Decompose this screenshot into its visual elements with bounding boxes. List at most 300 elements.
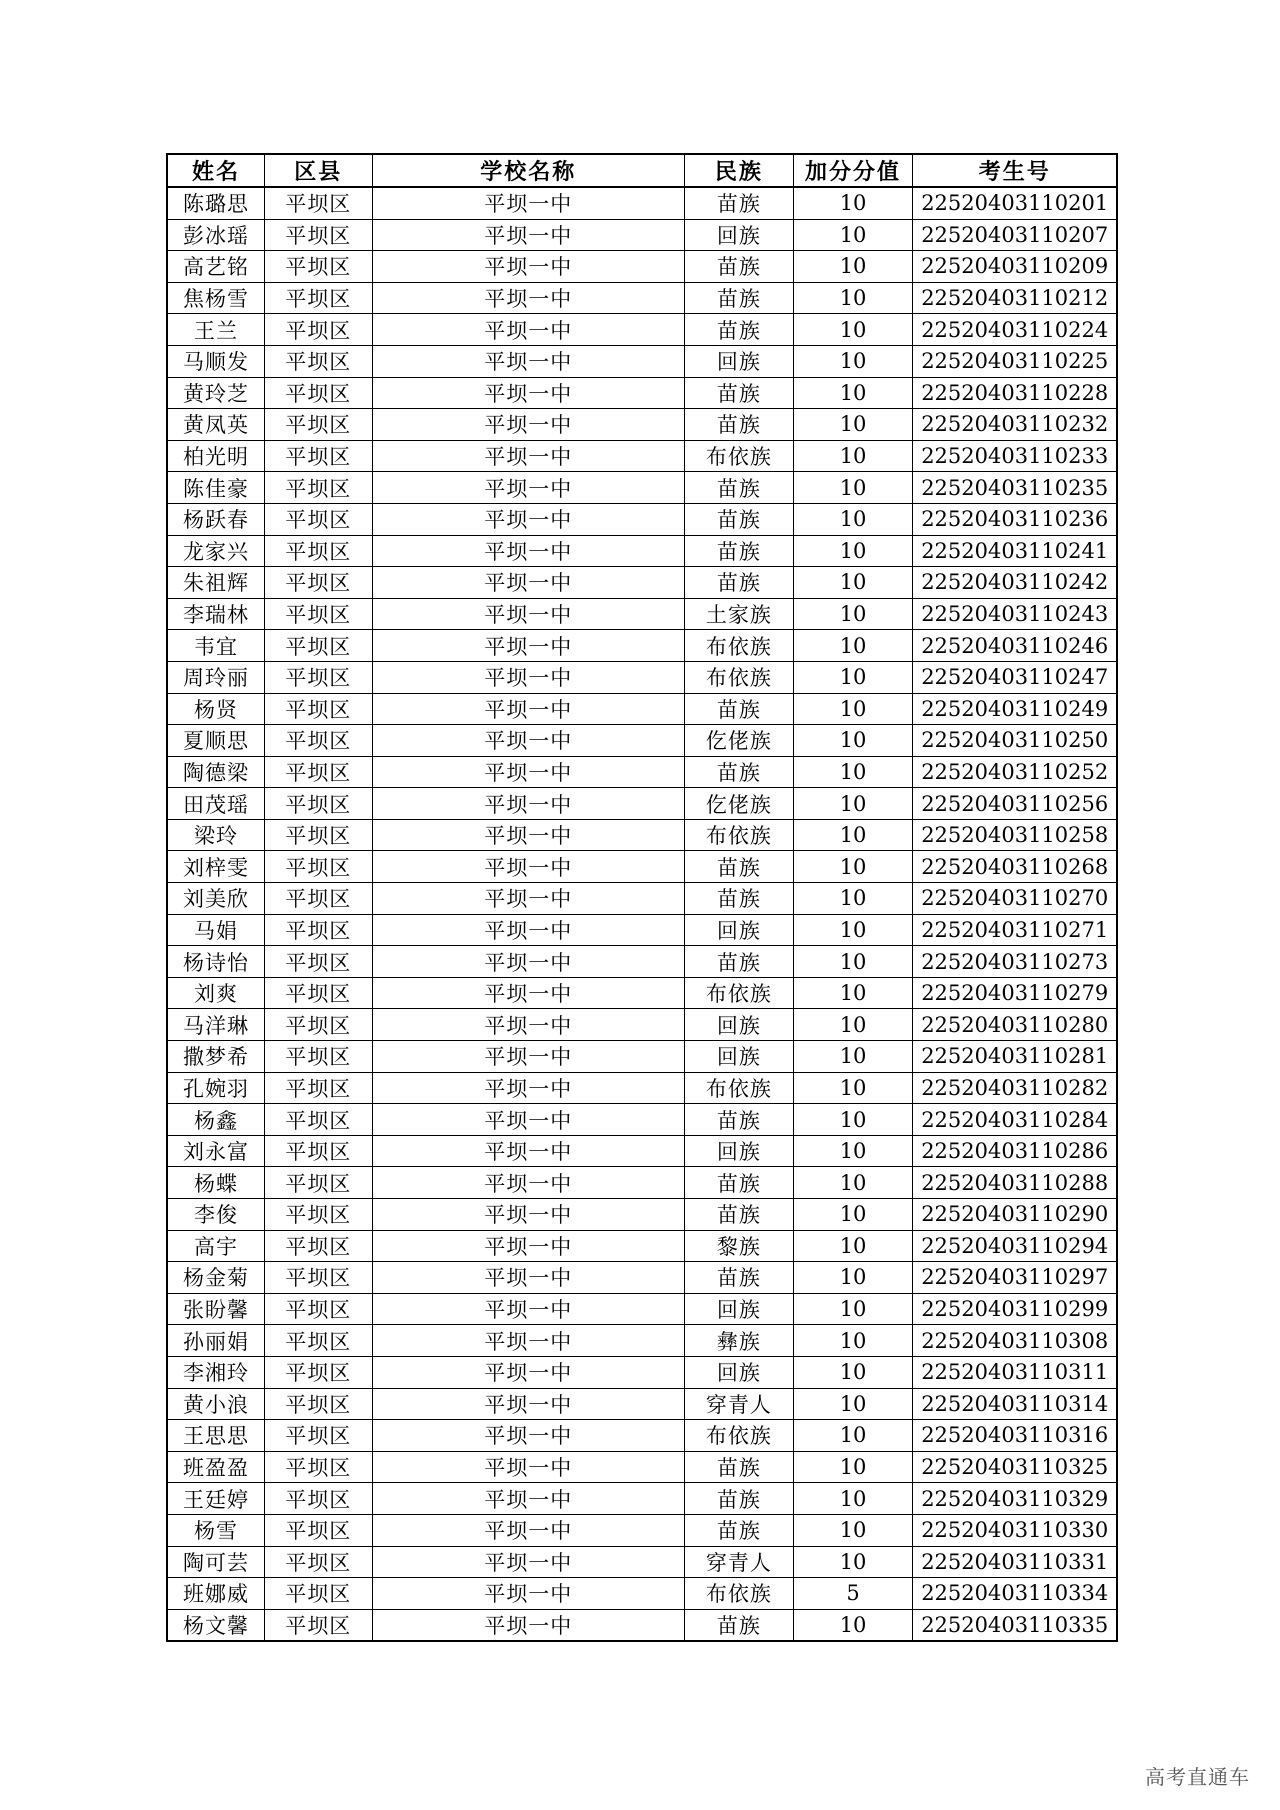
cell-name: 杨贤: [167, 693, 264, 725]
cell-bonus: 10: [793, 345, 913, 377]
cell-exam-id: 22520403110201: [913, 187, 1117, 219]
cell-ethnicity: 苗族: [685, 472, 794, 504]
cell-ethnicity: 苗族: [685, 883, 794, 915]
cell-name: 高宇: [167, 1230, 264, 1262]
cell-ethnicity: 布依族: [685, 440, 794, 472]
cell-bonus: 10: [793, 187, 913, 219]
cell-school: 平坝一中: [372, 1009, 685, 1041]
table-row: [167, 1199, 1117, 1231]
cell-school: 平坝一中: [372, 788, 685, 820]
cell-bonus: 10: [793, 1451, 913, 1483]
cell-county: 平坝区: [264, 788, 372, 820]
table-row: [167, 851, 1117, 883]
cell-ethnicity: 苗族: [685, 1609, 794, 1641]
cell-exam-id: 22520403110249: [913, 693, 1117, 725]
cell-bonus: 10: [793, 219, 913, 251]
cell-ethnicity: 仡佬族: [685, 725, 794, 757]
cell-bonus: 10: [793, 946, 913, 978]
cell-county: 平坝区: [264, 282, 372, 314]
cell-exam-id: 22520403110330: [913, 1514, 1117, 1546]
cell-school: 平坝一中: [372, 1167, 685, 1199]
cell-ethnicity: 苗族: [685, 851, 794, 883]
cell-exam-id: 22520403110228: [913, 377, 1117, 409]
table-row: [167, 598, 1117, 630]
cell-name: 黄玲芝: [167, 377, 264, 409]
cell-ethnicity: 苗族: [685, 187, 794, 219]
cell-ethnicity: 苗族: [685, 1451, 794, 1483]
table-row: [167, 1104, 1117, 1136]
cell-bonus: 10: [793, 567, 913, 599]
cell-school: 平坝一中: [372, 1041, 685, 1073]
table-row: [167, 661, 1117, 693]
cell-county: 平坝区: [264, 1451, 372, 1483]
cell-county: 平坝区: [264, 314, 372, 346]
table-row: [167, 1167, 1117, 1199]
cell-exam-id: 22520403110252: [913, 756, 1117, 788]
cell-name: 刘美欣: [167, 883, 264, 915]
cell-name: 周玲丽: [167, 661, 264, 693]
cell-exam-id: 22520403110314: [913, 1388, 1117, 1420]
table-row: [167, 1546, 1117, 1578]
table-row: [167, 1578, 1117, 1610]
cell-name: 杨蝶: [167, 1167, 264, 1199]
table-row: [167, 1451, 1117, 1483]
cell-exam-id: 22520403110294: [913, 1230, 1117, 1262]
table-row: [167, 819, 1117, 851]
cell-county: 平坝区: [264, 377, 372, 409]
cell-name: 撒梦希: [167, 1041, 264, 1073]
cell-ethnicity: 苗族: [685, 377, 794, 409]
cell-school: 平坝一中: [372, 1514, 685, 1546]
cell-exam-id: 22520403110242: [913, 567, 1117, 599]
cell-ethnicity: 黎族: [685, 1230, 794, 1262]
header-school: 学校名称: [372, 154, 685, 187]
table-row: [167, 345, 1117, 377]
cell-name: 杨雪: [167, 1514, 264, 1546]
cell-school: 平坝一中: [372, 1546, 685, 1578]
cell-county: 平坝区: [264, 598, 372, 630]
cell-bonus: 10: [793, 819, 913, 851]
cell-school: 平坝一中: [372, 377, 685, 409]
cell-bonus: 10: [793, 598, 913, 630]
cell-name: 班娜威: [167, 1578, 264, 1610]
cell-name: 黄小浪: [167, 1388, 264, 1420]
table-row: [167, 251, 1117, 283]
cell-school: 平坝一中: [372, 1388, 685, 1420]
cell-ethnicity: 布依族: [685, 1420, 794, 1452]
cell-ethnicity: 苗族: [685, 1514, 794, 1546]
cell-name: 陶德梁: [167, 756, 264, 788]
cell-bonus: 10: [793, 472, 913, 504]
cell-bonus: 10: [793, 1199, 913, 1231]
cell-school: 平坝一中: [372, 1451, 685, 1483]
cell-school: 平坝一中: [372, 756, 685, 788]
cell-county: 平坝区: [264, 661, 372, 693]
cell-exam-id: 22520403110335: [913, 1609, 1117, 1641]
cell-county: 平坝区: [264, 883, 372, 915]
table-row: [167, 1041, 1117, 1073]
cell-county: 平坝区: [264, 725, 372, 757]
cell-school: 平坝一中: [372, 1135, 685, 1167]
cell-county: 平坝区: [264, 1578, 372, 1610]
cell-bonus: 10: [793, 788, 913, 820]
cell-county: 平坝区: [264, 567, 372, 599]
cell-bonus: 10: [793, 977, 913, 1009]
cell-ethnicity: 回族: [685, 1009, 794, 1041]
cell-exam-id: 22520403110250: [913, 725, 1117, 757]
cell-school: 平坝一中: [372, 725, 685, 757]
cell-name: 孙丽娟: [167, 1325, 264, 1357]
cell-ethnicity: 穿青人: [685, 1546, 794, 1578]
cell-school: 平坝一中: [372, 1325, 685, 1357]
cell-bonus: 10: [793, 851, 913, 883]
cell-county: 平坝区: [264, 1167, 372, 1199]
cell-exam-id: 22520403110281: [913, 1041, 1117, 1073]
cell-ethnicity: 土家族: [685, 598, 794, 630]
cell-exam-id: 22520403110270: [913, 883, 1117, 915]
cell-school: 平坝一中: [372, 219, 685, 251]
cell-name: 陈佳豪: [167, 472, 264, 504]
header-exam-id: 考生号: [913, 154, 1117, 187]
cell-exam-id: 22520403110224: [913, 314, 1117, 346]
cell-exam-id: 22520403110297: [913, 1262, 1117, 1294]
cell-school: 平坝一中: [372, 1230, 685, 1262]
header-bonus: 加分分值: [793, 154, 913, 187]
cell-school: 平坝一中: [372, 1293, 685, 1325]
table-row: [167, 535, 1117, 567]
cell-exam-id: 22520403110209: [913, 251, 1117, 283]
cell-ethnicity: 回族: [685, 1356, 794, 1388]
cell-ethnicity: 苗族: [685, 756, 794, 788]
cell-exam-id: 22520403110331: [913, 1546, 1117, 1578]
cell-county: 平坝区: [264, 1041, 372, 1073]
cell-ethnicity: 回族: [685, 1041, 794, 1073]
table-row: [167, 756, 1117, 788]
cell-name: 班盈盈: [167, 1451, 264, 1483]
cell-ethnicity: 布依族: [685, 1072, 794, 1104]
cell-exam-id: 22520403110212: [913, 282, 1117, 314]
cell-exam-id: 22520403110279: [913, 977, 1117, 1009]
cell-ethnicity: 苗族: [685, 1104, 794, 1136]
cell-county: 平坝区: [264, 1072, 372, 1104]
cell-county: 平坝区: [264, 1388, 372, 1420]
cell-bonus: 10: [793, 883, 913, 915]
table-row: [167, 1420, 1117, 1452]
table-row: [167, 914, 1117, 946]
cell-bonus: 10: [793, 1293, 913, 1325]
cell-school: 平坝一中: [372, 883, 685, 915]
cell-ethnicity: 回族: [685, 1293, 794, 1325]
cell-exam-id: 22520403110258: [913, 819, 1117, 851]
cell-bonus: 10: [793, 756, 913, 788]
cell-name: 杨诗怡: [167, 946, 264, 978]
cell-school: 平坝一中: [372, 693, 685, 725]
cell-county: 平坝区: [264, 1199, 372, 1231]
cell-school: 平坝一中: [372, 1072, 685, 1104]
cell-county: 平坝区: [264, 1104, 372, 1136]
table-row: [167, 472, 1117, 504]
cell-bonus: 10: [793, 314, 913, 346]
cell-school: 平坝一中: [372, 1199, 685, 1231]
table-row: [167, 1356, 1117, 1388]
cell-school: 平坝一中: [372, 598, 685, 630]
cell-name: 张盼馨: [167, 1293, 264, 1325]
cell-county: 平坝区: [264, 440, 372, 472]
table-row: [167, 788, 1117, 820]
table-body: [167, 187, 1117, 1641]
cell-bonus: 10: [793, 503, 913, 535]
table-row: [167, 946, 1117, 978]
cell-name: 王兰: [167, 314, 264, 346]
cell-bonus: 10: [793, 1009, 913, 1041]
cell-exam-id: 22520403110334: [913, 1578, 1117, 1610]
cell-bonus: 10: [793, 1135, 913, 1167]
cell-school: 平坝一中: [372, 472, 685, 504]
cell-ethnicity: 苗族: [685, 535, 794, 567]
cell-name: 韦宜: [167, 630, 264, 662]
table-row: [167, 1514, 1117, 1546]
table-row: [167, 883, 1117, 915]
cell-name: 马娟: [167, 914, 264, 946]
table-row: [167, 219, 1117, 251]
cell-county: 平坝区: [264, 1420, 372, 1452]
cell-school: 平坝一中: [372, 1609, 685, 1641]
cell-bonus: 10: [793, 282, 913, 314]
cell-ethnicity: 苗族: [685, 1167, 794, 1199]
table-row: [167, 282, 1117, 314]
cell-bonus: 10: [793, 1041, 913, 1073]
cell-name: 孔婉羽: [167, 1072, 264, 1104]
cell-county: 平坝区: [264, 851, 372, 883]
cell-bonus: 10: [793, 1356, 913, 1388]
cell-bonus: 10: [793, 1104, 913, 1136]
cell-county: 平坝区: [264, 1356, 372, 1388]
cell-school: 平坝一中: [372, 946, 685, 978]
cell-exam-id: 22520403110241: [913, 535, 1117, 567]
cell-county: 平坝区: [264, 756, 372, 788]
table-row: [167, 630, 1117, 662]
cell-exam-id: 22520403110282: [913, 1072, 1117, 1104]
cell-county: 平坝区: [264, 187, 372, 219]
cell-county: 平坝区: [264, 1546, 372, 1578]
cell-school: 平坝一中: [372, 251, 685, 283]
student-bonus-table: [166, 153, 1118, 1642]
cell-exam-id: 22520403110311: [913, 1356, 1117, 1388]
cell-ethnicity: 仡佬族: [685, 788, 794, 820]
table-row: [167, 187, 1117, 219]
watermark: 高考直通车: [1145, 1765, 1250, 1789]
cell-exam-id: 22520403110329: [913, 1483, 1117, 1515]
cell-bonus: 10: [793, 1514, 913, 1546]
cell-name: 刘永富: [167, 1135, 264, 1167]
cell-exam-id: 22520403110225: [913, 345, 1117, 377]
cell-school: 平坝一中: [372, 282, 685, 314]
cell-bonus: 10: [793, 1325, 913, 1357]
table-header: [167, 154, 1117, 187]
table-row: [167, 693, 1117, 725]
cell-ethnicity: 苗族: [685, 251, 794, 283]
cell-ethnicity: 穿青人: [685, 1388, 794, 1420]
cell-ethnicity: 苗族: [685, 282, 794, 314]
cell-county: 平坝区: [264, 1230, 372, 1262]
cell-bonus: 10: [793, 1546, 913, 1578]
cell-exam-id: 22520403110308: [913, 1325, 1117, 1357]
cell-school: 平坝一中: [372, 503, 685, 535]
cell-bonus: 10: [793, 535, 913, 567]
cell-exam-id: 22520403110207: [913, 219, 1117, 251]
cell-exam-id: 22520403110233: [913, 440, 1117, 472]
cell-ethnicity: 苗族: [685, 567, 794, 599]
header-county: 区县: [264, 154, 372, 187]
cell-name: 朱祖辉: [167, 567, 264, 599]
cell-county: 平坝区: [264, 1514, 372, 1546]
cell-ethnicity: 布依族: [685, 661, 794, 693]
cell-county: 平坝区: [264, 1009, 372, 1041]
cell-ethnicity: 回族: [685, 219, 794, 251]
cell-ethnicity: 回族: [685, 914, 794, 946]
cell-school: 平坝一中: [372, 977, 685, 1009]
cell-name: 李瑞林: [167, 598, 264, 630]
cell-exam-id: 22520403110246: [913, 630, 1117, 662]
cell-ethnicity: 彝族: [685, 1325, 794, 1357]
cell-county: 平坝区: [264, 946, 372, 978]
cell-bonus: 10: [793, 440, 913, 472]
cell-bonus: 10: [793, 1072, 913, 1104]
cell-ethnicity: 布依族: [685, 977, 794, 1009]
cell-name: 高艺铭: [167, 251, 264, 283]
cell-county: 平坝区: [264, 251, 372, 283]
table-row: [167, 1072, 1117, 1104]
cell-county: 平坝区: [264, 977, 372, 1009]
cell-name: 陶可芸: [167, 1546, 264, 1578]
cell-name: 龙家兴: [167, 535, 264, 567]
cell-name: 王思思: [167, 1420, 264, 1452]
cell-school: 平坝一中: [372, 661, 685, 693]
cell-county: 平坝区: [264, 503, 372, 535]
cell-ethnicity: 回族: [685, 1135, 794, 1167]
cell-county: 平坝区: [264, 819, 372, 851]
table-row: [167, 567, 1117, 599]
cell-ethnicity: 苗族: [685, 1483, 794, 1515]
table-row: [167, 1388, 1117, 1420]
cell-county: 平坝区: [264, 1262, 372, 1294]
cell-name: 夏顺思: [167, 725, 264, 757]
cell-bonus: 10: [793, 1167, 913, 1199]
cell-school: 平坝一中: [372, 314, 685, 346]
cell-name: 李俊: [167, 1199, 264, 1231]
cell-ethnicity: 回族: [685, 345, 794, 377]
cell-county: 平坝区: [264, 1483, 372, 1515]
cell-name: 王廷婷: [167, 1483, 264, 1515]
table-row: [167, 503, 1117, 535]
cell-bonus: 10: [793, 1483, 913, 1515]
cell-ethnicity: 苗族: [685, 409, 794, 441]
cell-ethnicity: 布依族: [685, 819, 794, 851]
header-row: [167, 154, 1117, 187]
cell-school: 平坝一中: [372, 440, 685, 472]
cell-county: 平坝区: [264, 1609, 372, 1641]
header-ethnicity: 民族: [685, 154, 794, 187]
cell-exam-id: 22520403110284: [913, 1104, 1117, 1136]
table-row: [167, 1135, 1117, 1167]
cell-bonus: 10: [793, 1420, 913, 1452]
cell-name: 马洋琳: [167, 1009, 264, 1041]
cell-name: 杨跃春: [167, 503, 264, 535]
cell-bonus: 10: [793, 693, 913, 725]
table-row: [167, 1483, 1117, 1515]
header-name: 姓名: [167, 154, 264, 187]
cell-county: 平坝区: [264, 1293, 372, 1325]
cell-county: 平坝区: [264, 1325, 372, 1357]
cell-bonus: 10: [793, 1609, 913, 1641]
cell-name: 李湘玲: [167, 1356, 264, 1388]
cell-name: 杨鑫: [167, 1104, 264, 1136]
cell-bonus: 10: [793, 377, 913, 409]
cell-name: 梁玲: [167, 819, 264, 851]
cell-name: 马顺发: [167, 345, 264, 377]
cell-name: 杨文馨: [167, 1609, 264, 1641]
cell-county: 平坝区: [264, 345, 372, 377]
cell-school: 平坝一中: [372, 535, 685, 567]
cell-county: 平坝区: [264, 219, 372, 251]
cell-ethnicity: 苗族: [685, 693, 794, 725]
cell-ethnicity: 布依族: [685, 630, 794, 662]
cell-exam-id: 22520403110286: [913, 1135, 1117, 1167]
table-row: [167, 725, 1117, 757]
cell-name: 黄凤英: [167, 409, 264, 441]
cell-exam-id: 22520403110232: [913, 409, 1117, 441]
cell-school: 平坝一中: [372, 187, 685, 219]
cell-county: 平坝区: [264, 409, 372, 441]
cell-school: 平坝一中: [372, 914, 685, 946]
table-row: [167, 377, 1117, 409]
cell-exam-id: 22520403110256: [913, 788, 1117, 820]
cell-exam-id: 22520403110236: [913, 503, 1117, 535]
cell-county: 平坝区: [264, 914, 372, 946]
table-row: [167, 314, 1117, 346]
table-row: [167, 1009, 1117, 1041]
cell-bonus: 10: [793, 661, 913, 693]
table-row: [167, 1230, 1117, 1262]
table-row: [167, 1325, 1117, 1357]
cell-bonus: 10: [793, 1230, 913, 1262]
table-row: [167, 977, 1117, 1009]
cell-exam-id: 22520403110243: [913, 598, 1117, 630]
cell-school: 平坝一中: [372, 1420, 685, 1452]
cell-bonus: 10: [793, 725, 913, 757]
cell-school: 平坝一中: [372, 819, 685, 851]
cell-ethnicity: 布依族: [685, 1578, 794, 1610]
cell-bonus: 5: [793, 1578, 913, 1610]
cell-county: 平坝区: [264, 472, 372, 504]
cell-exam-id: 22520403110288: [913, 1167, 1117, 1199]
cell-ethnicity: 苗族: [685, 314, 794, 346]
cell-school: 平坝一中: [372, 630, 685, 662]
cell-county: 平坝区: [264, 693, 372, 725]
cell-name: 刘爽: [167, 977, 264, 1009]
cell-county: 平坝区: [264, 630, 372, 662]
cell-exam-id: 22520403110235: [913, 472, 1117, 504]
cell-bonus: 10: [793, 251, 913, 283]
cell-exam-id: 22520403110299: [913, 1293, 1117, 1325]
cell-school: 平坝一中: [372, 851, 685, 883]
cell-name: 杨金菊: [167, 1262, 264, 1294]
cell-exam-id: 22520403110280: [913, 1009, 1117, 1041]
table-row: [167, 1262, 1117, 1294]
cell-county: 平坝区: [264, 535, 372, 567]
cell-exam-id: 22520403110247: [913, 661, 1117, 693]
cell-exam-id: 22520403110268: [913, 851, 1117, 883]
